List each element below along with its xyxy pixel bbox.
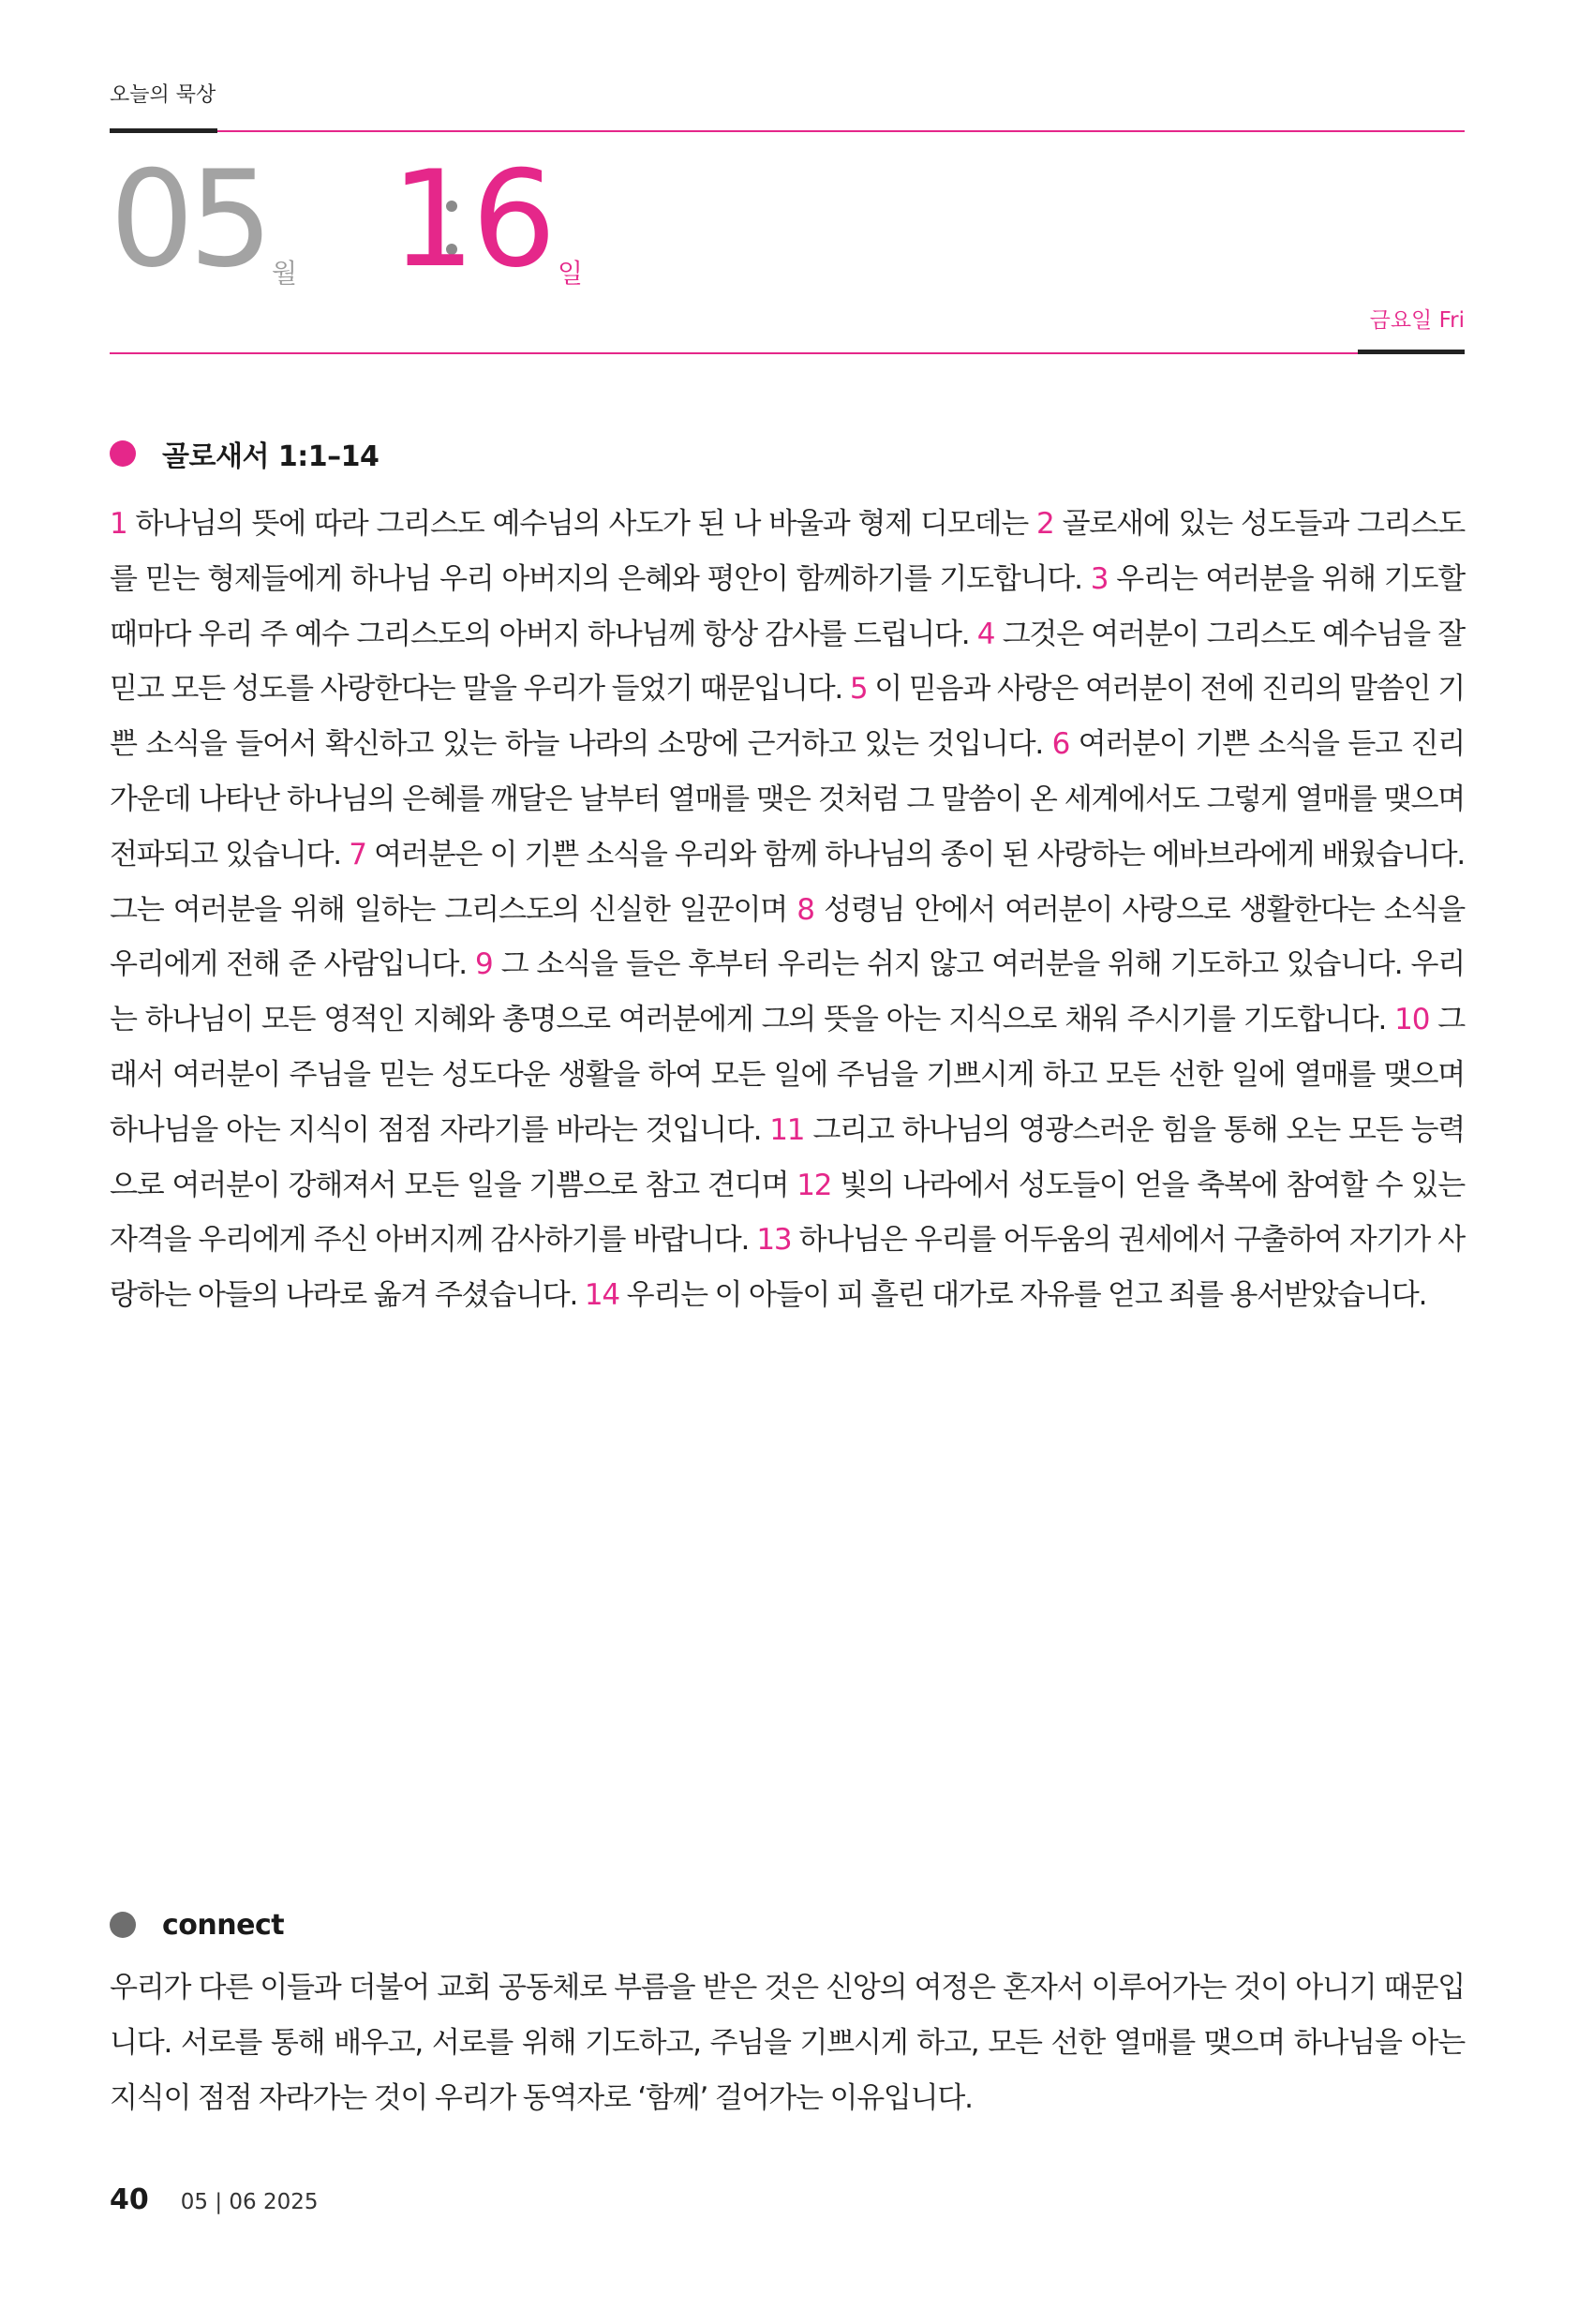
date-divider	[110, 352, 1465, 354]
verse-text: 그리고 하나님의 영광스러운 힘을 통해 오는 모든 능력으로 여러분이 강해져서 모든 일을 기쁨으로 참고 견디며	[110, 1112, 1465, 1202]
verse-number: 5	[849, 672, 868, 707]
connect-title: connect	[162, 1908, 285, 1942]
verse-text: 하나님은 우리를 어두움의 권세에서 구출하여 자기가 사랑하는 아들의 나라로 옮겨 주셨습니다.	[110, 1223, 1465, 1313]
verse-number: 3	[1090, 561, 1109, 596]
verse-text: 빛의 나라에서 성도들이 얻을 축복에 참여할 수 있는 자격을 우리에게 주신 아버지께 감사하기를 바랍니다.	[110, 1168, 1466, 1258]
verse-number: 1	[110, 507, 127, 541]
issue-date: 05 | 06 2025	[180, 2190, 319, 2214]
date-divider-accent	[1358, 350, 1465, 354]
date-display	[110, 142, 859, 297]
bullet-icon	[110, 440, 136, 467]
verse-number: 13	[756, 1223, 792, 1258]
weekday-label: 금요일 Fri	[1369, 308, 1465, 333]
month-number: 05	[110, 142, 268, 297]
scripture-text	[110, 497, 1465, 1323]
verse-number: 6	[1051, 727, 1070, 762]
page-number: 40	[110, 2183, 149, 2216]
page-section-label: 오늘의 묵상	[110, 83, 216, 107]
verse-text: 여러분이 기쁜 소식을 듣고 진리 가운데 나타난 하나님의 은혜를 깨달은 날부터 열매를 맺은 것처럼 그 말씀이 온 세계에서도 그렇게 열매를 맺으며 전파되고 있습니다.	[110, 727, 1465, 872]
verse-number: 11	[769, 1112, 805, 1147]
verse-text: 이 믿음과 사랑은 여러분이 전에 진리의 말씀인 기쁜 소식을 들어서 확신하고 있는 하늘 나라의 소망에 근거하고 있는 것입니다.	[110, 672, 1465, 762]
top-divider	[110, 130, 1465, 132]
scripture-header	[110, 435, 379, 472]
verse-number: 8	[796, 892, 814, 927]
verse-number: 4	[976, 617, 995, 651]
verse-number: 10	[1394, 1003, 1430, 1037]
verse-text: 여러분은 이 기쁜 소식을 우리와 함께 하나님의 종이 된 사랑하는 에바브라에게 배웠습니다. 그는 여러분을 위해 일하는 그리스도의 신실한 일꾼이며	[110, 837, 1465, 927]
verse-number: 7	[349, 837, 366, 872]
verse-text: 성령님 안에서 여러분이 사랑으로 생활한다는 소식을 우리에게 전해 준 사람입니다.	[110, 892, 1466, 982]
verse-text: 우리는 이 아들이 피 흘린 대가로 자유를 얻고 죄를 용서받았습니다.	[626, 1278, 1427, 1313]
day-unit: 일	[558, 258, 584, 289]
verse-text: 골로새에 있는 성도들과 그리스도를 믿는 형제들에게 하나님 우리 아버지의 은혜와 평안이 함께하기를 기도합니다.	[110, 507, 1466, 596]
month-unit: 월	[272, 258, 298, 289]
page-footer	[110, 2183, 319, 2216]
verse-number: 2	[1036, 507, 1054, 541]
verse-number: 14	[584, 1278, 619, 1313]
verse-number: 12	[796, 1168, 832, 1202]
verse-text: 그 소식을 들은 후부터 우리는 쉬지 않고 여러분을 위해 기도하고 있습니다. 우리는 하나님이 모든 영적인 지혜와 총명으로 여러분에게 그의 뜻을 아는 지식으로 채워 주시기를 기도합니다.	[110, 947, 1466, 1037]
verse-text: 그것은 여러분이 그리스도 예수님을 잘 믿고 모든 성도를 사랑한다는 말을 우리가 들었기 때문입니다.	[110, 617, 1466, 707]
scripture-reference: 골로새서 1:1–14	[162, 440, 380, 473]
day-number: 16	[391, 142, 553, 297]
verse-text: 그래서 여러분이 주님을 믿는 성도다운 생활을 하여 모든 일에 주님을 기쁘시게 하고 모든 선한 일에 열매를 맺으며 하나님을 아는 지식이 점점 자라기를 바라는 것입니다.	[110, 1003, 1465, 1147]
verse-text: 우리는 여러분을 위해 기도할 때마다 우리 주 예수 그리스도의 아버지 하나님께 항상 감사를 드립니다.	[110, 561, 1466, 651]
verse-text: 하나님의 뜻에 따라 그리스도 예수님의 사도가 된 나 바울과 형제 디모데는	[135, 507, 1028, 541]
top-divider-accent	[110, 128, 217, 133]
connect-header	[110, 1906, 284, 1944]
connect-text: 우리가 다른 이들과 더불어 교회 공동체로 부름을 받은 것은 신앙의 여정은 혼자서 이루어가는 것이 아니기 때문입니다. 서로를 통해 배우고, 서로를 위해 기도하고, 주님을 기쁘시게 하고, 모든 선한 열매를 맺으며 하나님을 아는 지식이 점점 자라가는 것이 우리가 동역자로 ‘함께’ 걸어가는 이유입니다.	[110, 1971, 1465, 2115]
bullet-icon	[110, 1912, 136, 1938]
verse-number: 9	[474, 947, 493, 982]
